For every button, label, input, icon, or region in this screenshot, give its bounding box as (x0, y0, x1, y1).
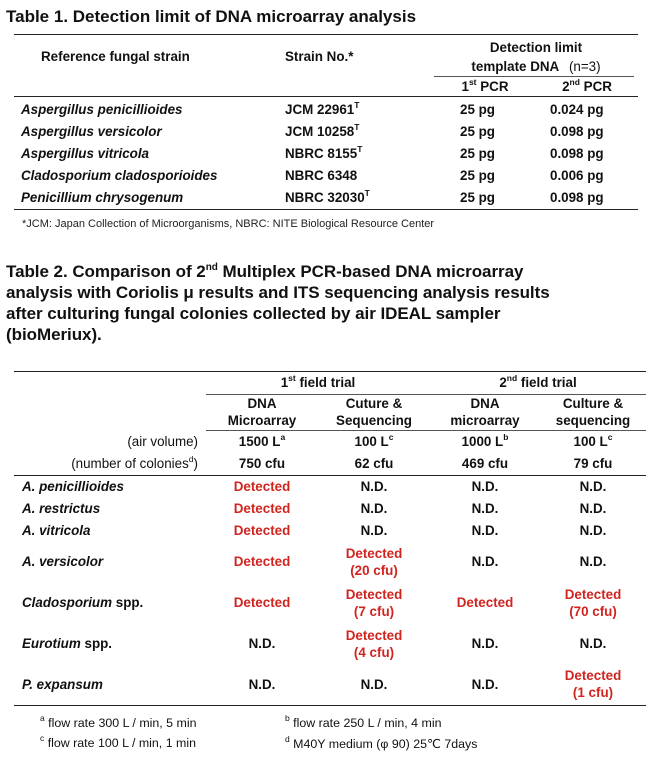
t2-result-nd: N.D. (248, 676, 276, 692)
t2-organism: Eurotium spp. (22, 636, 113, 651)
t2-organism: Cladosporium spp. (22, 595, 144, 610)
t2-result-detected: Detected (233, 595, 291, 610)
t2-organism: A. penicillioides (22, 478, 124, 494)
t1-pcr1-limit: 25 pg (460, 167, 495, 183)
t1-strain-no: NBRC 6348 (285, 167, 358, 183)
t2-result-nd: N.D. (360, 522, 388, 538)
t1-strain-name: Aspergillus vitricola (21, 145, 149, 161)
t1-col-strain: Reference fungal strain (41, 48, 190, 64)
t2-organism: A. vitricola (22, 522, 91, 538)
t1-strain-name: Aspergillus versicolor (21, 123, 162, 139)
t1-strain-name: Cladosporium cladosporioides (21, 167, 218, 183)
t1-strain-name: Aspergillus penicillioides (21, 101, 183, 117)
t1-col-detect-line2 (434, 57, 638, 75)
t1-row (14, 98, 638, 120)
t1-strain-no: JCM $10258^T$ (285, 121, 360, 139)
t2-colony-count: 469 cfu (430, 453, 540, 475)
t1-strain-name: Penicillium chrysogenum (21, 189, 184, 205)
t1-row (14, 164, 638, 186)
t2-result-nd: N.D. (360, 676, 388, 692)
t2-row (14, 497, 646, 519)
t2-organism: A. versicolor (22, 554, 104, 569)
t2-result-nd: N.D. (471, 676, 499, 692)
t1-subheader (14, 77, 638, 95)
t2-result-nd: N.D. (471, 636, 499, 651)
t2-organism: A. restrictus (22, 500, 101, 516)
t2-row (14, 475, 646, 497)
t2-column-headers (14, 394, 646, 430)
t1-sub-pcr2: 2nd PCR (562, 76, 612, 94)
t2-trial-2: 2nd field trial (430, 372, 646, 394)
t1-sub-pcr1: 1st PCR (461, 76, 509, 94)
t2-result-nd: N.D. (471, 500, 499, 516)
table1-top-rule (14, 34, 638, 35)
t2-col-header: Culture & sequencing (540, 394, 646, 430)
t1-strain-no: NBRC $32030^T$ (285, 187, 370, 205)
footnote-c: $^c$ flow rate 100 L / min, 1 min (40, 733, 196, 750)
t1-pcr1-limit: 25 pg (460, 189, 495, 205)
t2-result-detected: Detected (233, 522, 291, 538)
t1-head-rule (14, 96, 638, 97)
t1-pcr1-limit: 25 pg (460, 145, 495, 161)
t1-pcr2-limit: 0.024 pg (550, 101, 604, 117)
table1-body (14, 98, 638, 208)
t1-pcr2-limit: 0.098 pg (550, 123, 604, 139)
t2-col-header: DNA microarray (430, 394, 540, 430)
t2-row (14, 519, 646, 541)
table1-title: Table 1. Detection limit of DNA microarray analysis (6, 7, 417, 26)
t2-result-detected: Detected (1 cfu) (564, 668, 622, 701)
footnote-a: $^a$ flow rate 300 L / min, 5 min (40, 713, 197, 730)
footnote-d: $^d$ M40Y medium (φ 90) 25℃ 7days (285, 734, 478, 751)
t2-row (14, 541, 646, 582)
t2-air-label: (air volume) (127, 434, 198, 449)
t1-row (14, 120, 638, 142)
t2-result-nd: N.D. (471, 478, 499, 494)
t2-air-volume-row (14, 430, 646, 453)
t2-colony-count: 750 cfu (206, 453, 318, 475)
t1-pcr1-limit: 25 pg (460, 123, 495, 139)
t1-pcr2-limit: 0.006 pg (550, 167, 604, 183)
t2-result-nd: N.D. (360, 500, 388, 516)
t2-result-nd: N.D. (471, 554, 499, 569)
table1-header (14, 37, 638, 75)
t2-air-volume: 100 $L^c$ (354, 432, 394, 450)
t2-row (14, 582, 646, 623)
t1-row (14, 186, 638, 208)
t1-pcr2-limit: 0.098 pg (550, 145, 604, 161)
t2-result-nd: N.D. (579, 500, 607, 516)
t2-air-volume: 1000 $L^b$ (461, 432, 509, 450)
t2-colonies-label: (number of colonies$^d$) (14, 453, 206, 475)
t2-col-header: Cuture & Sequencing (318, 394, 430, 430)
table1-note: *JCM: Japan Collection of Microorganisms, NBRC: NITE Biological Resource Center (22, 218, 435, 230)
t2-result-nd: N.D. (248, 636, 276, 651)
footnote-b: $^b$ flow rate 250 L / min, 4 min (285, 713, 442, 730)
t2-colony-count: 79 cfu (540, 453, 646, 475)
t2-result-nd: N.D. (579, 554, 607, 569)
t2-result-detected: Detected (456, 595, 514, 610)
t2-colony-count: 62 cfu (318, 453, 430, 475)
t2-row (14, 623, 646, 664)
t2-result-detected: Detected (7 cfu) (345, 586, 403, 619)
t2-result-nd: N.D. (579, 522, 607, 538)
t2-row (14, 664, 646, 705)
t1-pcr2-limit: 0.098 pg (550, 189, 604, 205)
t1-template-dna: template DNA (471, 58, 560, 74)
t1-row (14, 142, 638, 164)
t1-col-strain-no: Strain No.* (285, 48, 354, 64)
t1-strain-no: NBRC $8155^T$ (285, 143, 363, 161)
t1-pcr1-limit: 25 pg (460, 101, 495, 117)
t2-result-nd: N.D. (579, 478, 607, 494)
t2-result-detected: Detected (70 cfu) (564, 586, 622, 619)
table2-title: Table 2. Comparison of 2nd Multiplex PCR-based DNA microarray analysis with Coriolis μ results and ITS sequencing analysis results after culturing fungal colonies collected by air IDEAL sampler (bioMeriux). (6, 262, 550, 344)
t2-result-detected: Detected (20 cfu) (345, 545, 403, 578)
t2-trial-1: 1st field trial (206, 372, 430, 394)
t2-air-volume: 1500 $L^a$ (238, 432, 286, 450)
t2-result-detected: Detected (233, 500, 291, 516)
table2 (14, 372, 646, 706)
t2-result-detected: Detected (4 cfu) (345, 627, 403, 660)
t2-col-header: DNA Microarray (206, 394, 318, 430)
t2-result-detected: Detected (233, 554, 291, 569)
t2-air-volume: 100 $L^c$ (573, 432, 613, 450)
t1-n3: (n=3) (568, 58, 601, 74)
t2-colonies-row (14, 453, 646, 475)
t1-bottom-rule (14, 209, 638, 210)
t1-col-detect-line1: Detection limit (489, 39, 583, 55)
t2-result-nd: N.D. (579, 636, 607, 651)
t2-result-nd: N.D. (360, 478, 388, 494)
t1-strain-no: JCM $22961^T$ (285, 99, 360, 117)
t2-organism: P. expansum (22, 676, 103, 692)
t2-result-nd: N.D. (471, 522, 499, 538)
t2-result-detected: Detected (233, 478, 291, 494)
